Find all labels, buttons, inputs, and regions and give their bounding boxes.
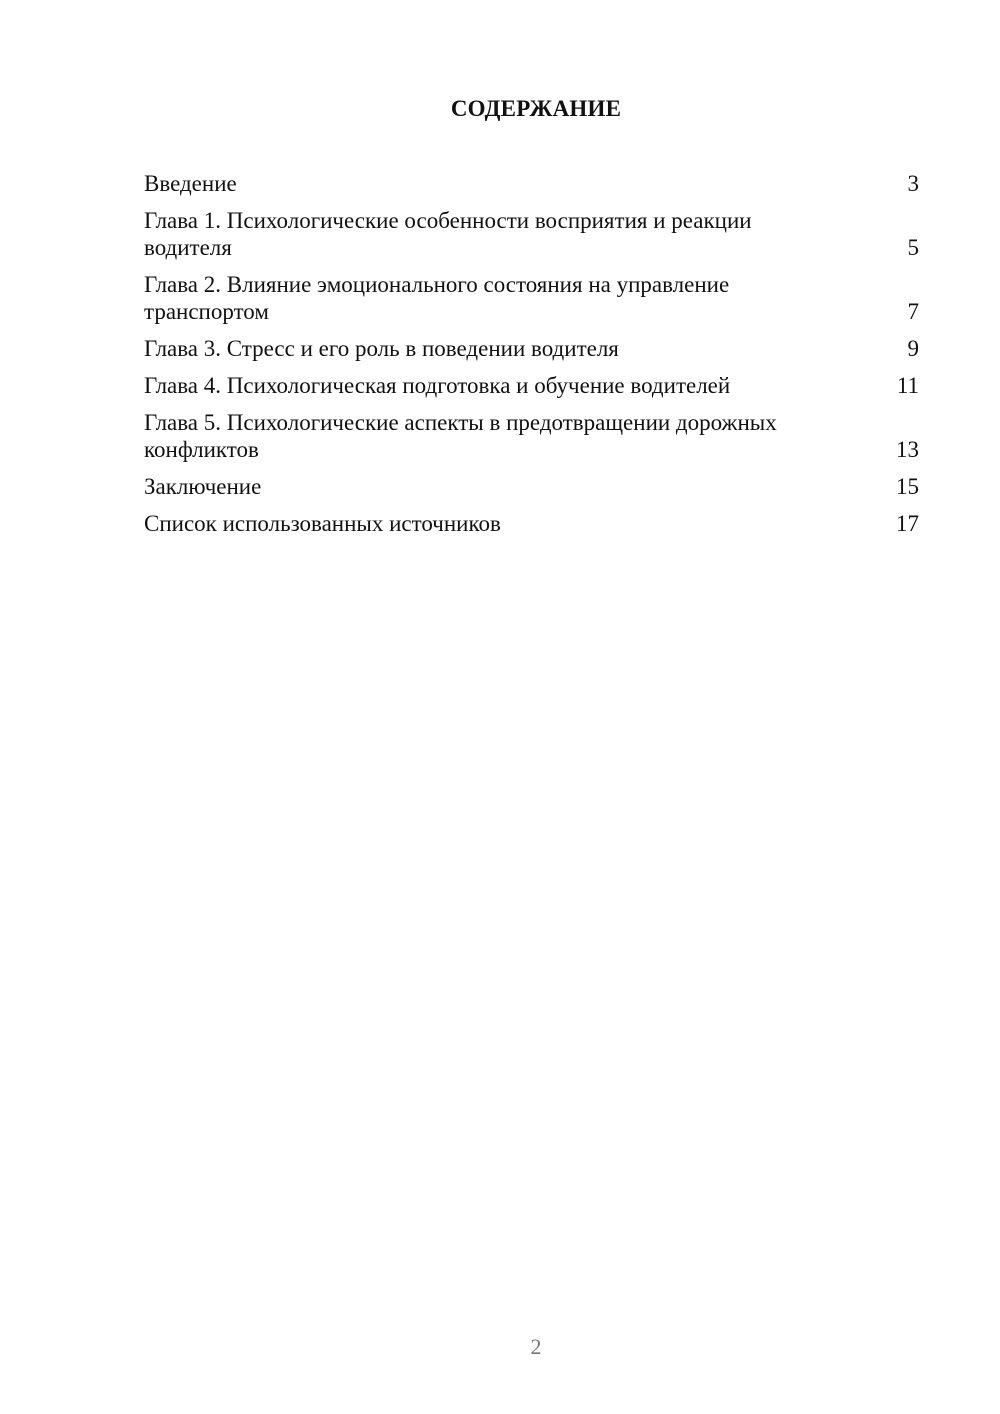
toc-entry-page-number: 9 bbox=[907, 336, 919, 361]
toc-entry-title: Заключение bbox=[144, 474, 262, 499]
table-of-contents bbox=[144, 170, 919, 547]
toc-entry-title: Глава 3. Стресс и его роль в поведении водителя bbox=[144, 336, 619, 361]
toc-entry-page-number: 3 bbox=[907, 171, 919, 196]
toc-entry-chapter-4[interactable] bbox=[144, 372, 919, 399]
page-number: 2 bbox=[530, 1334, 542, 1359]
toc-entry-conclusion[interactable] bbox=[144, 473, 919, 500]
toc-entry-page-number: 11 bbox=[896, 373, 919, 398]
page-title: СОДЕРЖАНИЕ bbox=[450, 96, 622, 121]
toc-entry-chapter-3[interactable] bbox=[144, 335, 919, 362]
toc-entry-title: Глава 1. Психологические особенности восприятия и реакции водителя bbox=[144, 208, 752, 260]
toc-entry-title: Глава 2. Влияние эмоционального состояния на управление транспортом bbox=[144, 272, 730, 324]
toc-entry-chapter-5[interactable] bbox=[144, 409, 919, 463]
toc-entry-page-number: 13 bbox=[896, 437, 919, 462]
toc-entry-title: Список использованных источников bbox=[144, 511, 501, 536]
toc-entry-chapter-1[interactable] bbox=[144, 207, 919, 261]
toc-entry-title: Введение bbox=[144, 171, 237, 196]
toc-entry-references[interactable] bbox=[144, 510, 919, 537]
toc-entry-page-number: 5 bbox=[907, 235, 919, 260]
toc-entry-chapter-2[interactable] bbox=[144, 271, 919, 325]
toc-entry-introduction[interactable] bbox=[144, 170, 919, 197]
toc-entry-page-number: 15 bbox=[896, 474, 919, 499]
toc-entry-title: Глава 5. Психологические аспекты в предотвращении дорожных конфликтов bbox=[144, 410, 777, 462]
toc-entry-page-number: 7 bbox=[907, 299, 919, 324]
toc-entry-title: Глава 4. Психологическая подготовка и обучение водителей bbox=[144, 373, 731, 398]
toc-entry-page-number: 17 bbox=[896, 511, 919, 536]
